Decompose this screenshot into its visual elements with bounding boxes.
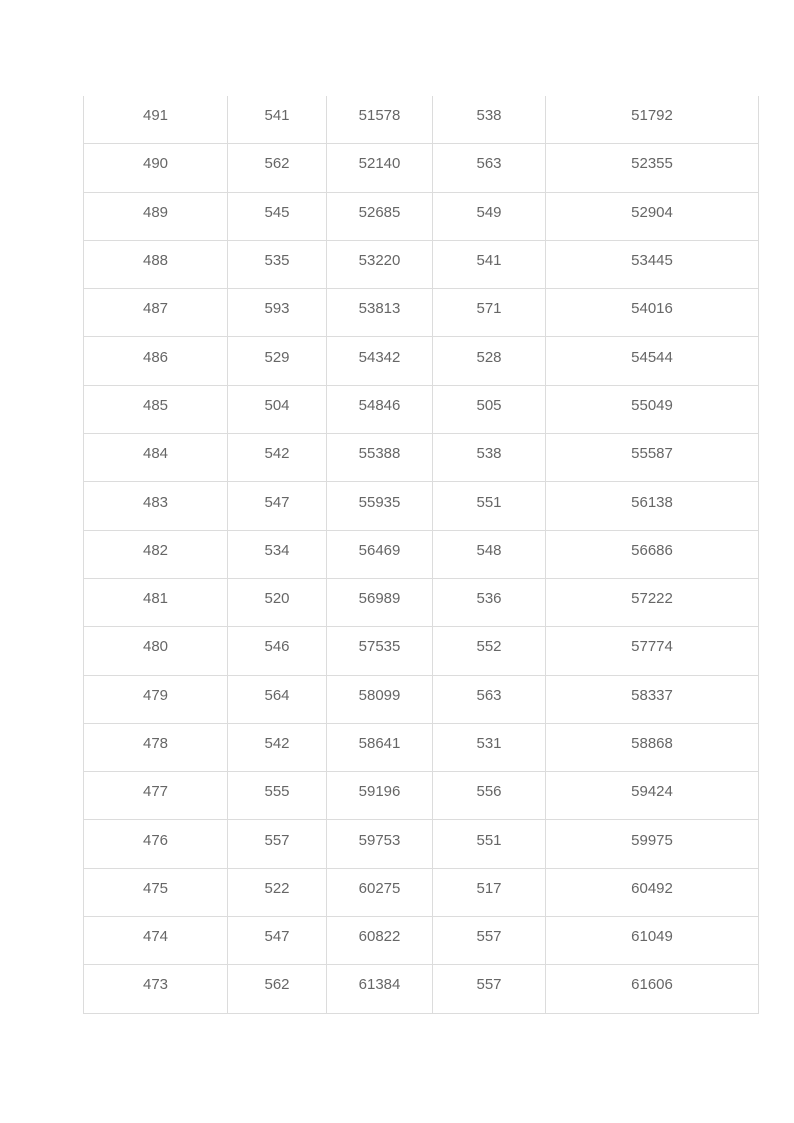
table-row bbox=[84, 482, 759, 530]
cell-value: 563 bbox=[476, 686, 502, 704]
score-cell bbox=[84, 675, 228, 723]
cell-value: 54342 bbox=[358, 348, 401, 366]
prev-cumulative-cell bbox=[546, 675, 759, 723]
cell-value: 593 bbox=[264, 300, 290, 318]
cell-value: 546 bbox=[264, 638, 290, 656]
cell-value: 56686 bbox=[631, 541, 673, 559]
cell-value: 483 bbox=[142, 493, 169, 511]
score-table-body bbox=[84, 96, 759, 1013]
cumulative-cell bbox=[327, 192, 433, 240]
cell-value: 551 bbox=[476, 493, 502, 511]
cell-value: 547 bbox=[264, 928, 290, 946]
count-cell bbox=[228, 965, 327, 1013]
cell-value: 59753 bbox=[358, 831, 401, 849]
cell-value: 57774 bbox=[631, 638, 673, 656]
cell-value: 53813 bbox=[358, 300, 401, 318]
prev-count-cell bbox=[433, 385, 546, 433]
count-cell bbox=[228, 868, 327, 916]
count-cell bbox=[228, 482, 327, 530]
count-cell bbox=[228, 337, 327, 385]
cumulative-cell bbox=[327, 868, 433, 916]
cell-value: 490 bbox=[142, 155, 169, 173]
prev-count-cell bbox=[433, 772, 546, 820]
cumulative-cell bbox=[327, 578, 433, 626]
cell-value: 55587 bbox=[631, 445, 673, 463]
cell-value: 54016 bbox=[631, 300, 673, 318]
cell-value: 542 bbox=[264, 445, 290, 463]
cumulative-cell bbox=[327, 434, 433, 482]
cell-value: 59424 bbox=[631, 783, 673, 801]
prev-count-cell bbox=[433, 965, 546, 1013]
cumulative-cell bbox=[327, 240, 433, 288]
prev-cumulative-cell bbox=[546, 482, 759, 530]
prev-cumulative-cell bbox=[546, 578, 759, 626]
cell-value: 522 bbox=[264, 879, 290, 897]
score-cell bbox=[84, 965, 228, 1013]
prev-cumulative-cell bbox=[546, 434, 759, 482]
score-cell bbox=[84, 289, 228, 337]
cell-value: 485 bbox=[142, 396, 169, 414]
cell-value: 549 bbox=[476, 203, 502, 221]
prev-cumulative-cell bbox=[546, 337, 759, 385]
count-cell bbox=[228, 530, 327, 578]
cell-value: 482 bbox=[142, 541, 169, 559]
cell-value: 541 bbox=[264, 107, 290, 125]
prev-count-cell bbox=[433, 868, 546, 916]
prev-count-cell bbox=[433, 289, 546, 337]
prev-cumulative-cell bbox=[546, 192, 759, 240]
count-cell bbox=[228, 289, 327, 337]
cell-value: 542 bbox=[264, 735, 290, 752]
table-row bbox=[84, 192, 759, 240]
prev-cumulative-cell bbox=[546, 723, 759, 771]
score-cell bbox=[84, 192, 228, 240]
table-row bbox=[84, 385, 759, 433]
cell-value: 562 bbox=[264, 976, 290, 994]
prev-count-cell bbox=[433, 192, 546, 240]
cumulative-cell bbox=[327, 627, 433, 675]
cell-value: 57222 bbox=[631, 590, 673, 608]
cell-value: 52355 bbox=[631, 155, 673, 173]
score-cell bbox=[84, 820, 228, 868]
cell-value: 545 bbox=[264, 203, 290, 221]
table-row bbox=[84, 820, 759, 868]
cell-value: 58641 bbox=[358, 735, 401, 752]
cell-value: 61049 bbox=[631, 928, 673, 946]
cell-value: 52140 bbox=[358, 155, 401, 173]
prev-cumulative-cell bbox=[546, 96, 759, 144]
prev-cumulative-cell bbox=[546, 289, 759, 337]
prev-count-cell bbox=[433, 627, 546, 675]
prev-cumulative-cell bbox=[546, 627, 759, 675]
cell-value: 52685 bbox=[358, 203, 401, 221]
cell-value: 51792 bbox=[631, 107, 673, 125]
cumulative-cell bbox=[327, 96, 433, 144]
table-row bbox=[84, 772, 759, 820]
score-cell bbox=[84, 772, 228, 820]
score-table-container bbox=[83, 96, 758, 1014]
table-row bbox=[84, 965, 759, 1013]
cell-value: 61606 bbox=[631, 976, 673, 994]
cell-value: 57535 bbox=[358, 638, 401, 656]
cell-value: 563 bbox=[476, 155, 502, 173]
count-cell bbox=[228, 723, 327, 771]
cell-value: 59196 bbox=[358, 783, 401, 801]
cumulative-cell bbox=[327, 530, 433, 578]
prev-cumulative-cell bbox=[546, 240, 759, 288]
cumulative-cell bbox=[327, 675, 433, 723]
cell-value: 536 bbox=[476, 590, 502, 608]
cumulative-cell bbox=[327, 917, 433, 965]
cumulative-cell bbox=[327, 337, 433, 385]
cell-value: 56469 bbox=[358, 541, 401, 559]
prev-cumulative-cell bbox=[546, 772, 759, 820]
table-row bbox=[84, 723, 759, 771]
cell-value: 551 bbox=[476, 831, 502, 849]
cumulative-cell bbox=[327, 144, 433, 192]
table-row bbox=[84, 144, 759, 192]
prev-cumulative-cell bbox=[546, 144, 759, 192]
cell-value: 534 bbox=[264, 541, 290, 559]
cell-value: 538 bbox=[476, 107, 502, 125]
table-row bbox=[84, 289, 759, 337]
cell-value: 55935 bbox=[358, 493, 401, 511]
prev-cumulative-cell bbox=[546, 965, 759, 1013]
prev-count-cell bbox=[433, 337, 546, 385]
cell-value: 58868 bbox=[631, 735, 673, 752]
table-row bbox=[84, 675, 759, 723]
cell-value: 556 bbox=[476, 783, 502, 801]
cell-value: 481 bbox=[142, 590, 169, 608]
score-cell bbox=[84, 240, 228, 288]
score-cell bbox=[84, 627, 228, 675]
prev-count-cell bbox=[433, 96, 546, 144]
score-cell bbox=[84, 385, 228, 433]
cell-value: 541 bbox=[476, 252, 502, 270]
prev-count-cell bbox=[433, 482, 546, 530]
cell-value: 486 bbox=[142, 348, 169, 366]
cell-value: 58099 bbox=[358, 686, 401, 704]
prev-count-cell bbox=[433, 434, 546, 482]
cell-value: 487 bbox=[142, 300, 169, 318]
prev-count-cell bbox=[433, 240, 546, 288]
cell-value: 555 bbox=[264, 783, 290, 801]
cell-value: 52904 bbox=[631, 203, 673, 221]
prev-count-cell bbox=[433, 917, 546, 965]
table-row bbox=[84, 96, 759, 144]
cell-value: 557 bbox=[476, 928, 502, 946]
score-table bbox=[83, 96, 759, 1014]
cell-value: 538 bbox=[476, 445, 502, 463]
prev-cumulative-cell bbox=[546, 530, 759, 578]
cell-value: 528 bbox=[476, 348, 502, 366]
score-cell bbox=[84, 723, 228, 771]
count-cell bbox=[228, 385, 327, 433]
score-cell bbox=[84, 868, 228, 916]
cell-value: 54846 bbox=[358, 396, 401, 414]
cell-value: 552 bbox=[476, 638, 502, 656]
cell-value: 59975 bbox=[631, 831, 673, 849]
count-cell bbox=[228, 240, 327, 288]
cell-value: 562 bbox=[264, 155, 290, 173]
cell-value: 488 bbox=[142, 252, 169, 270]
cell-value: 60492 bbox=[631, 879, 673, 897]
cell-value: 529 bbox=[264, 348, 290, 366]
cell-value: 548 bbox=[476, 541, 502, 559]
count-cell bbox=[228, 578, 327, 626]
score-cell bbox=[84, 482, 228, 530]
cell-value: 547 bbox=[264, 493, 290, 511]
cell-value: 58337 bbox=[631, 686, 673, 704]
cell-value: 51578 bbox=[358, 107, 401, 125]
cumulative-cell bbox=[327, 965, 433, 1013]
cell-value: 56138 bbox=[631, 493, 673, 511]
table-row bbox=[84, 337, 759, 385]
count-cell bbox=[228, 675, 327, 723]
cell-value: 478 bbox=[142, 735, 169, 752]
cell-value: 491 bbox=[142, 107, 169, 125]
cell-value: 504 bbox=[264, 396, 290, 414]
cell-value: 564 bbox=[264, 686, 290, 704]
cumulative-cell bbox=[327, 820, 433, 868]
cell-value: 479 bbox=[142, 686, 169, 704]
cell-value: 480 bbox=[142, 638, 169, 656]
cumulative-cell bbox=[327, 723, 433, 771]
cell-value: 517 bbox=[476, 879, 502, 897]
cell-value: 473 bbox=[142, 976, 169, 994]
cell-value: 557 bbox=[476, 976, 502, 994]
prev-cumulative-cell bbox=[546, 917, 759, 965]
prev-count-cell bbox=[433, 144, 546, 192]
cell-value: 474 bbox=[142, 928, 169, 946]
table-row bbox=[84, 434, 759, 482]
count-cell bbox=[228, 434, 327, 482]
cumulative-cell bbox=[327, 772, 433, 820]
count-cell bbox=[228, 917, 327, 965]
cumulative-cell bbox=[327, 289, 433, 337]
cell-value: 475 bbox=[142, 879, 169, 897]
score-cell bbox=[84, 434, 228, 482]
score-cell bbox=[84, 578, 228, 626]
count-cell bbox=[228, 820, 327, 868]
score-cell bbox=[84, 530, 228, 578]
count-cell bbox=[228, 192, 327, 240]
count-cell bbox=[228, 772, 327, 820]
prev-cumulative-cell bbox=[546, 868, 759, 916]
table-row bbox=[84, 530, 759, 578]
table-row bbox=[84, 578, 759, 626]
cumulative-cell bbox=[327, 482, 433, 530]
table-row bbox=[84, 868, 759, 916]
cell-value: 56989 bbox=[358, 590, 401, 608]
cell-value: 53220 bbox=[358, 252, 401, 270]
cell-value: 520 bbox=[264, 590, 290, 608]
cell-value: 61384 bbox=[358, 976, 401, 994]
prev-cumulative-cell bbox=[546, 385, 759, 433]
count-cell bbox=[228, 627, 327, 675]
prev-count-cell bbox=[433, 723, 546, 771]
prev-count-cell bbox=[433, 578, 546, 626]
cell-value: 557 bbox=[264, 831, 290, 849]
cell-value: 531 bbox=[476, 735, 502, 752]
cell-value: 489 bbox=[142, 203, 169, 221]
cell-value: 477 bbox=[142, 783, 169, 801]
cell-value: 55049 bbox=[631, 396, 673, 414]
cell-value: 53445 bbox=[631, 252, 673, 270]
prev-count-cell bbox=[433, 530, 546, 578]
prev-cumulative-cell bbox=[546, 820, 759, 868]
prev-count-cell bbox=[433, 820, 546, 868]
table-row bbox=[84, 240, 759, 288]
cell-value: 55388 bbox=[358, 445, 401, 463]
score-cell bbox=[84, 96, 228, 144]
cell-value: 484 bbox=[142, 445, 169, 463]
cumulative-cell bbox=[327, 385, 433, 433]
count-cell bbox=[228, 96, 327, 144]
cell-value: 476 bbox=[142, 831, 169, 849]
cell-value: 54544 bbox=[631, 348, 673, 366]
table-row bbox=[84, 917, 759, 965]
cell-value: 60275 bbox=[358, 879, 401, 897]
cell-value: 505 bbox=[476, 396, 502, 414]
count-cell bbox=[228, 144, 327, 192]
cell-value: 535 bbox=[264, 252, 290, 270]
score-cell bbox=[84, 337, 228, 385]
cell-value: 571 bbox=[476, 300, 502, 318]
cell-value: 60822 bbox=[358, 928, 401, 946]
score-cell bbox=[84, 144, 228, 192]
prev-count-cell bbox=[433, 675, 546, 723]
score-cell bbox=[84, 917, 228, 965]
table-row bbox=[84, 627, 759, 675]
